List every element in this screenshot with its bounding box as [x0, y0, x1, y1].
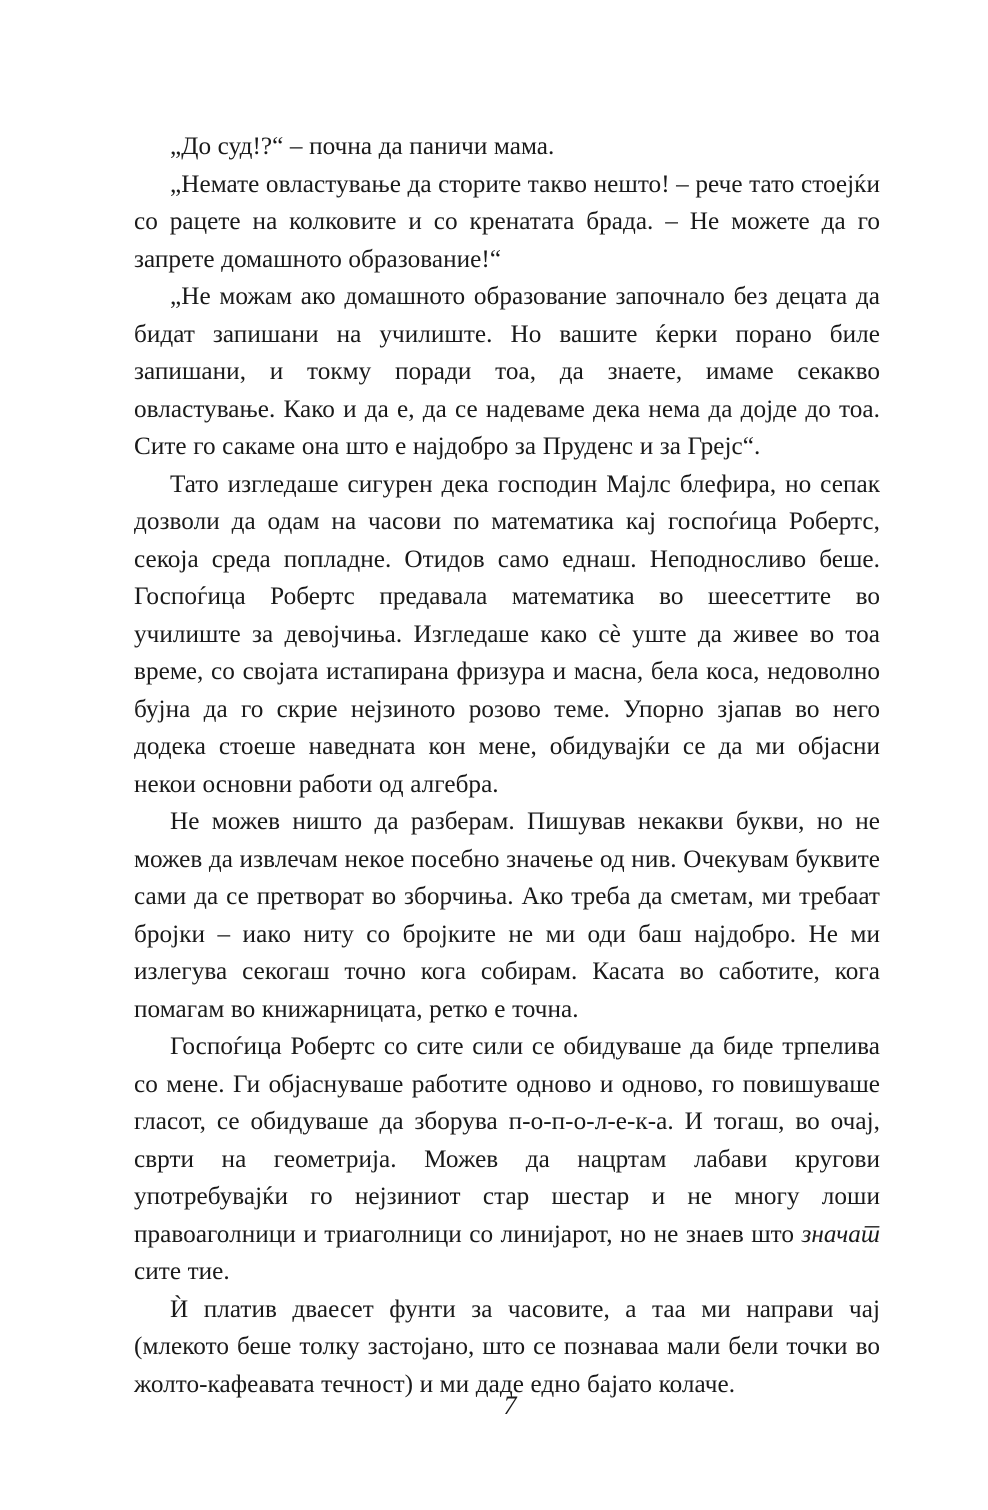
- page-body-text: [134, 128, 880, 1403]
- paragraph-segment: Госпоѓица Робертс со сите сили се обидуваше да биде трпелива со мене. Ги објаснуваше работите одново и одново, го повишуваше гласот, се обидуваше да зборува п-о-п-о-л-е-к-а. И тогаш, во очај, сврти на геометрија. Можев да нацртам лабави кругови употребувајќи го нејзиниот стар шестар и не многу лоши правоаголници и триаголници со линијарот, но не знаев што: [134, 1033, 880, 1248]
- paragraph: „Немате овластување да сторите такво нешто! – рече тато стоејќи со рацете на колковите и со кренатата брада. – Не можете да го запрете домашното образование!“: [134, 170, 880, 273]
- paragraph: „Не можам ако домашното образование започнало без децата да бидат запишани на училиште. Но вашите ќерки порано биле запишани, и токму поради тоа, да знаете, имаме секакво овластување. Како и да е, да се надеваме дека нема да дојде до тоа. Сите го сакаме она што е најдобро за Пруденс и за Грејс“.: [134, 283, 880, 460]
- paragraph: Тато изгледаше сигурен дека господин Мајлс блефира, но сепак дозволи да одам на часови по математика кај госпоѓица Робертс, секоја среда попладне. Отидов само еднаш. Неподносливо беше. Госпоѓица Робертс предавала математика во шеесеттите во училиште за девојчиња. Изгледаше како сѐ уште да живее во тоа време, со својата истапирана фризура и масна, бела коса, недоволно бујна да го скрие нејзиното розово теме. Упорно зјапав во него додека стоеше наведната кон мене, обидувајќи се да ми објасни некои основни работи од алгебра.: [134, 470, 880, 798]
- paragraph: Ѝ платив дваесет фунти за часовите, а таа ми направи чај (млекото беше толку застојано, што се познаваа мали бели точки во жолто-кафеавата течност) и ми даде едно бајато колаче.: [134, 1295, 880, 1398]
- paragraph: „До суд!?“ – почна да паничи мама.: [170, 133, 555, 160]
- paragraph-segment: сите тие.: [134, 1258, 230, 1285]
- page-number: 7: [503, 1391, 517, 1420]
- paragraph: [134, 1028, 880, 1291]
- page-folio: [0, 1393, 988, 1419]
- emphasized-word: значат: [801, 1220, 880, 1248]
- paragraph: Не можев ништо да разберам. Пишував некакви букви, но не можев да извлечам некое посебно значење од нив. Очекувам буквите сами да се претворат во зборчиња. Ако треба да сметам, ми требаат бројки – иако ниту со бројките не ми оди баш најдобро. Не ми излегува секогаш точно кога собирам. Касата во саботите, кога помагам во книжарницата, ретко е точна.: [134, 808, 880, 1023]
